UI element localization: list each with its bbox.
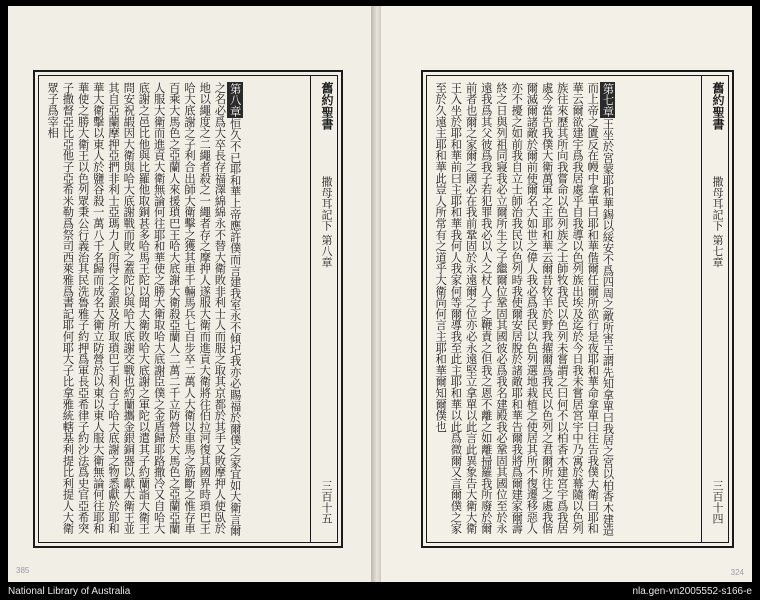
catalog-identifier: nla.gen-vn2005552-s166-e <box>632 586 752 597</box>
right-body-text: 王坐於宮蒙耶和華錫以綏安不爲四周之敵所害王謂先知拿單曰我居之宮以柏香木建造而上帝之匱反在幔中拿單曰耶和華偕爾任爾所欲行是夜耶和華命拿單曰往告我僕大衛曰耶和華云爾欲建宇爲我居處乎自我導以色列族出埃及迄於今日我未嘗居宮宇中乃寓於幕隨以色列族往來歷其所向我嘗命以色列族之士師牧我民以色列未嘗謂之曰何不以柏香木建宮宇爲我居處今當告我僕大衛萬軍之主耶和華云爾昔牧羊於野我擢爾爲我民以色列之君爾所往之處我偕爾滅爾諸敵於爾前使爾名大如世之偉人我必爲我民以色列選地栽植之使居其所不復遷移惡人亦不擾之如前我自立士師治我民以色列時我使爾安居脫於諸敵耶和華告爾我將爲爾建家爾壽終之日與列祖同寢我必立爾所生之子繼爾位鞏固其國彼必爲我名建殿我必鞏固其國位至於永遠我爲其父彼爲我子若犯罪我必以人之杖人子之鞭責之但我之恩不離之如離掃羅我所廢於爾前者也爾之家爾之國必在我前鞏固於永遠爾之位亦必永遠堅立拿單以此言此異象告大衛大衛王入坐於耶和華前曰主耶和華我何人我家何等爾導我至此主耶和華以此爲微爾又言爾僕之家至於久遠主耶和華此豈人所常有之道乎大衛尚何言主耶和華爾知爾僕也 <box>434 82 615 536</box>
left-body-text-area <box>45 82 305 536</box>
left-book-title: 舊約聖書 <box>320 82 334 130</box>
left-page-margin-column <box>310 76 337 542</box>
right-body-text-area <box>433 82 696 536</box>
right-chapter-header: 撒母耳記下 第七章 <box>711 176 724 268</box>
left-chapter-header: 撒母耳記下 第八章 <box>320 176 333 268</box>
right-chapter-marker: 第七章 <box>601 83 615 117</box>
left-page-number: 三百十五 <box>320 480 333 524</box>
left-body-text: 恒久不已耶和華上帝應許僕而言建我室永不傾圮我亦必賜福於爾僕之家宜如大衛言爾之名必爲大卒長存福澤綿綿永不替大衛敗非利士人而服之取其京都於其手又敗摩押人使臥於地以繩度之二繩者殺之一繩者存之摩押人遂服大衛而進貢大衛將往伯拉河復其國界時瑣巴王哈大底謝之子利合出師大衛擊之獲其車千輛馬兵七百步卒二萬人大衛以車馬之筋斷之惟存車百乘大馬色之亞蘭人來援瑣巴王哈大底謝大衛殺亞蘭人二萬二千立防營於大馬色之亞蘭亞蘭人服大衛而進貢大衛無論何往耶和華使之勝大衛取哈大底謝臣僕之金盾歸耶路撒冷又自哈大底謝之邑比他與比羅他取銅甚多哈馬王陀以聞大衛敗哈大底謝之軍陀以遣其子約蘭詣大衛王問安祝嘏因大衛與哈大底謝戰而敗之蓋陀以與哈大底謝交戰也約蘭攜金銀銅器以獻大衛王並其自亞蘭摩押亞捫非利士亞瑪力人所得之金銀及所取瑣巴王利合子哈大底謝之物悉獻於耶和華大衛擊以東人於鹽谷殺一萬八千名歸而成名大衛立防營於以東以東人服大衛無論何往耶和華使之勝大衛王以色列眾秉公行義治其民洗魯雅子約押爲軍長亞希律子約沙法爲史官亞希突子撒督亞比亞他子亞希米勒爲祭司西萊雅爲書記耶何耶大子比拿雅統轄基利提比利提人大衛眾子爲宰相 <box>46 82 242 536</box>
book-spine <box>371 6 381 582</box>
right-book-title: 舊約聖書 <box>711 82 725 130</box>
left-book-page <box>8 6 371 582</box>
right-folio-stamp: 324 <box>730 568 744 577</box>
left-page-frame <box>33 70 343 548</box>
right-page-frame <box>421 70 734 548</box>
library-credit: National Library of Australia <box>8 586 131 597</box>
right-page-number: 三百十四 <box>711 480 724 524</box>
left-chapter-marker: 第八章 <box>228 83 242 117</box>
right-page-margin-column <box>701 76 728 542</box>
left-folio-stamp: 385 <box>16 566 30 575</box>
right-book-page <box>381 6 752 582</box>
